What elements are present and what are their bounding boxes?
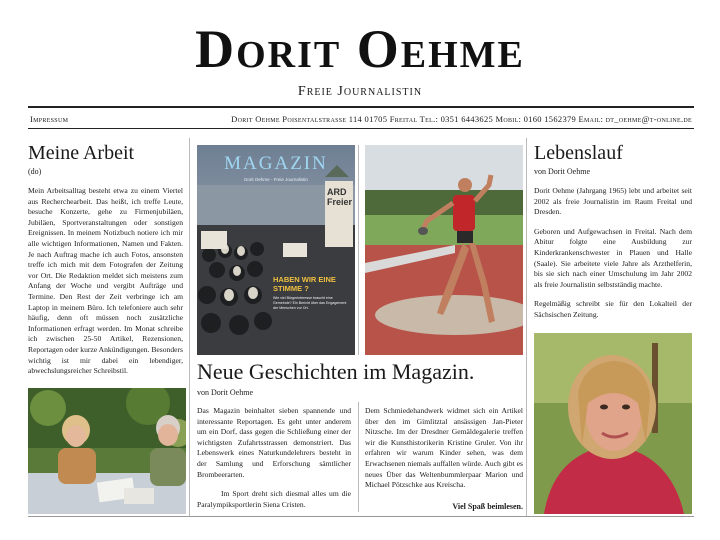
column-divider-right bbox=[526, 138, 527, 516]
meine-arbeit-byline: (do) bbox=[28, 167, 42, 176]
info-rule bbox=[28, 128, 694, 129]
masthead-title: Dorit Oehme bbox=[195, 19, 525, 79]
bottom-rule bbox=[28, 516, 694, 517]
contact-line: Dorit Oehme Poisentalstrasse 114 01705 Freital Tel.: 0351 6443625 Mobil: 0160 1562379 Email: dt_oehme@t-online.de bbox=[231, 114, 692, 124]
meine-arbeit-text: Mein Arbeitsalltag besteht etwa zu einem Viertel aus Recherchearbeit. Das heißt, ich treffe Leute, besuche Konzerte, gehe zu Firmenjubiläen, Jubiläen, Sportveranstaltungen oder sonstigen Ereignissen. In meinem Notizbuch notiere ich mir alle wichtigen Informationen, Namen und Fakten. Je nach Auftrag mache ich auch Fotos, ansonsten treffe ich mich mit dem Fotografen der Zeitung vor Ort. Die Redaktion meldet sich meistens zum Anfang der Woche und vergibt Aufträge und Termine. Den Rest der Zeit verbringe ich am Laptop in meinem Büro. Ich telefoniere auch sehr häufig, denn oft müssen noch zusätzliche Informationen erfragt werden. Im Monat schreibe ich zwischen 25-50 Artikel, Rezensionen, Reportagen oder kurze Ankündigungen. Besonders wichtig ist mir dabei ein lebendiger, abwechslungsreicher Schreibstil. bbox=[28, 186, 184, 376]
column-divider-left bbox=[189, 138, 190, 516]
athlete-photo bbox=[365, 145, 523, 355]
magazin-col1-paragraph-2: Im Sport dreht sich diesmal alles um die Paralympiksportlerin Siena Cristen. bbox=[197, 489, 351, 509]
lebenslauf-paragraph-2: Geboren und Aufgewachsen in Freital. Nach dem Abitur folgte eine Ausbildung zur Kinderkrankenschwester in Plauen und Halle (Saale). Sie arbeitete viele Jahre als Arzthelferin, bis sie sich nach einer Umschulung im Jahr 2002 als freie Journalistin selbstständig machte. bbox=[534, 226, 692, 289]
magazine-tagline: Dorit Oehme - Freie Journalistin bbox=[244, 177, 308, 182]
magazin-column-2 bbox=[365, 406, 523, 500]
protest-sign: ARD Freier bbox=[327, 187, 353, 207]
masthead-subtitle: Freie Journalistin bbox=[297, 84, 423, 99]
image-divider bbox=[358, 145, 359, 355]
top-rule bbox=[28, 106, 694, 108]
magazin-column-1 bbox=[197, 406, 351, 519]
center-column-divider bbox=[358, 402, 359, 512]
lebenslauf-byline: von Dorit Oehme bbox=[534, 167, 590, 176]
magazine-teaser: Wie viel Bürgerinteresse braucht eine Gemeinde? Ein Bericht über das Engagement der Menschen vor Ort. bbox=[273, 296, 347, 310]
magazine-headline: HABEN WIR EINE STIMME ? bbox=[273, 275, 336, 293]
magazine-cover[interactable] bbox=[197, 145, 355, 355]
magazin-byline: von Dorit Oehme bbox=[197, 388, 253, 397]
lebenslauf-paragraph-1: Dorit Oehme (Jahrgang 1965) lebt und arbeitet seit 2002 als freie Journalistin im Raum Freital und Dresden. bbox=[534, 186, 692, 217]
impressum-link[interactable]: Impressum bbox=[30, 114, 69, 124]
lebenslauf-heading: Lebenslauf bbox=[534, 142, 623, 164]
garden-photo bbox=[28, 388, 186, 514]
info-bar bbox=[28, 112, 694, 126]
lebenslauf-paragraph-3: Regelmäßig schreibt sie für den Lokalteil der Sächsischen Zeitung. bbox=[534, 299, 692, 319]
magazin-col1-paragraph-1: Das Magazin beinhaltet sieben spannende und interessante Reportagen. Es geht unter anderem um ein Dorf, dass gegen die Schließung einer der wichtigsten Zufahrtsstrassen demonstriert. Das Lebenswerk eines Naturkundelehrers besteht in der Samlung und Erforschung sämtlicher Brombeerarten. bbox=[197, 406, 351, 479]
portrait-photo bbox=[534, 333, 692, 514]
lebenslauf-text bbox=[534, 186, 692, 330]
magazine-title: MAGAZIN bbox=[224, 153, 328, 174]
magazin-col2-paragraph-1: Dem Schmiedehandwerk widmet sich ein Artikel über den im Gimlitztal ansässigen Jan-Pieter Nitzsche. Im der Dresdner Gemäldegalerie treffen wir die Kunsthistorikerin Kristine Gruler. Von ihr erfahren wir warum Kinder sehen, was dem Erwachsenen niemals auffallen würde. Auch gibt es neues Über das Weltenbummlerpaar Marion und Michael Pötzschke aus Kreischa. bbox=[365, 406, 523, 490]
magazin-heading: Neue Geschichten im Magazin. bbox=[197, 359, 475, 384]
meine-arbeit-heading: Meine Arbeit bbox=[28, 142, 135, 164]
magazin-signoff: Viel Spaß beimlesen. bbox=[452, 502, 523, 511]
